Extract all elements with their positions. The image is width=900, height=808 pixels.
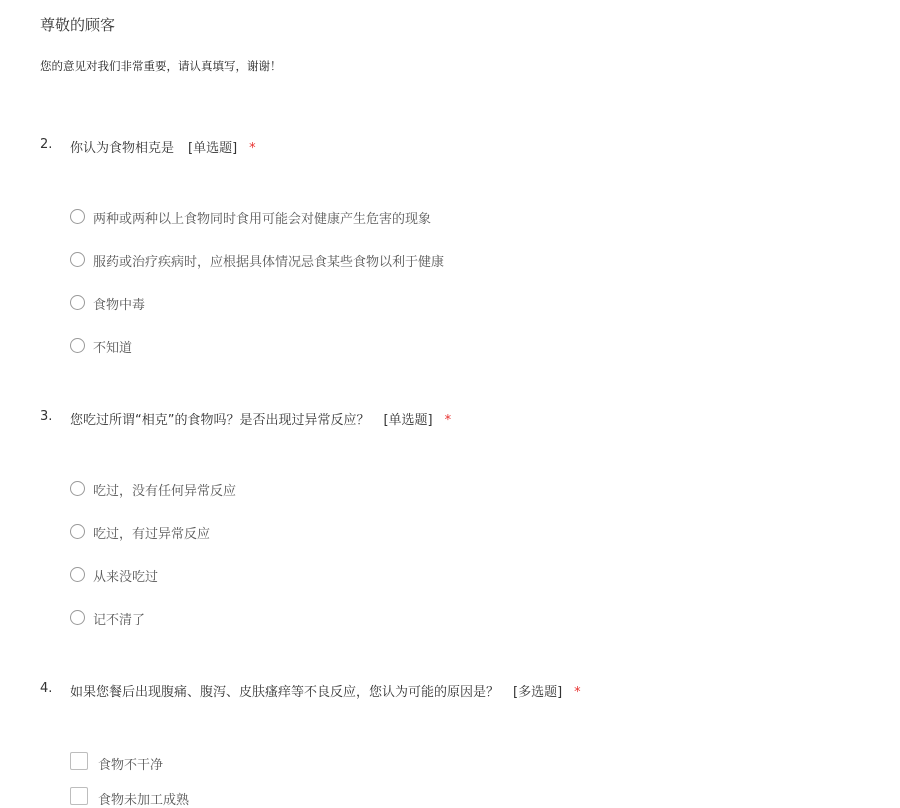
- required-marker: *: [249, 141, 256, 156]
- option-label: 记不清了: [93, 613, 146, 628]
- radio-button[interactable]: [70, 567, 85, 582]
- radio-button[interactable]: [70, 338, 85, 353]
- checkbox[interactable]: [70, 752, 88, 770]
- option-label: 不知道: [93, 341, 133, 356]
- question-type-tag: [多选题]: [513, 685, 563, 700]
- question-text-wrap: [70, 409, 451, 428]
- checkbox[interactable]: [70, 787, 88, 805]
- radio-button[interactable]: [70, 481, 85, 496]
- radio-button[interactable]: [70, 252, 85, 267]
- radio-button[interactable]: [70, 209, 85, 224]
- question-type-tag: [单选题]: [188, 141, 238, 156]
- question-number: 3.: [40, 409, 53, 424]
- option-label: 食物未加工成熟: [98, 793, 190, 808]
- option-label: 吃过，有过异常反应: [93, 527, 211, 542]
- radio-button[interactable]: [70, 610, 85, 625]
- greeting-title: 尊敬的顾客: [40, 16, 116, 34]
- option-label: 从来没吃过: [93, 570, 159, 585]
- question-number: 2.: [40, 137, 53, 152]
- question-number: 4.: [40, 681, 53, 696]
- intro-text: 您的意见对我们非常重要，请认真填写，谢谢！: [40, 59, 282, 73]
- question-text-wrap: [70, 681, 581, 700]
- required-marker: *: [444, 413, 452, 428]
- option-label: 食物中毒: [93, 298, 146, 313]
- question-text: 如果您餐后出现腹痛、腹泻、皮肤瘙痒等不良反应，您认为可能的原因是？: [70, 685, 500, 700]
- option-label: 服药或治疗疾病时，应根据具体情况忌食某些食物以利于健康: [93, 255, 445, 270]
- question-text: 你认为食物相克是: [70, 141, 175, 156]
- radio-button[interactable]: [70, 295, 85, 310]
- question-type-tag: [单选题]: [383, 413, 433, 428]
- option-label: 食物不干净: [98, 758, 164, 773]
- radio-button[interactable]: [70, 524, 85, 539]
- question-text: 您吃过所谓“相克”的食物吗？是否出现过异常反应？: [70, 413, 370, 428]
- required-marker: *: [574, 685, 581, 700]
- option-label: 吃过，没有任何异常反应: [93, 484, 237, 499]
- option-label: 两种或两种以上食物同时食用可能会对健康产生危害的现象: [93, 212, 432, 227]
- question-text-wrap: [70, 137, 256, 156]
